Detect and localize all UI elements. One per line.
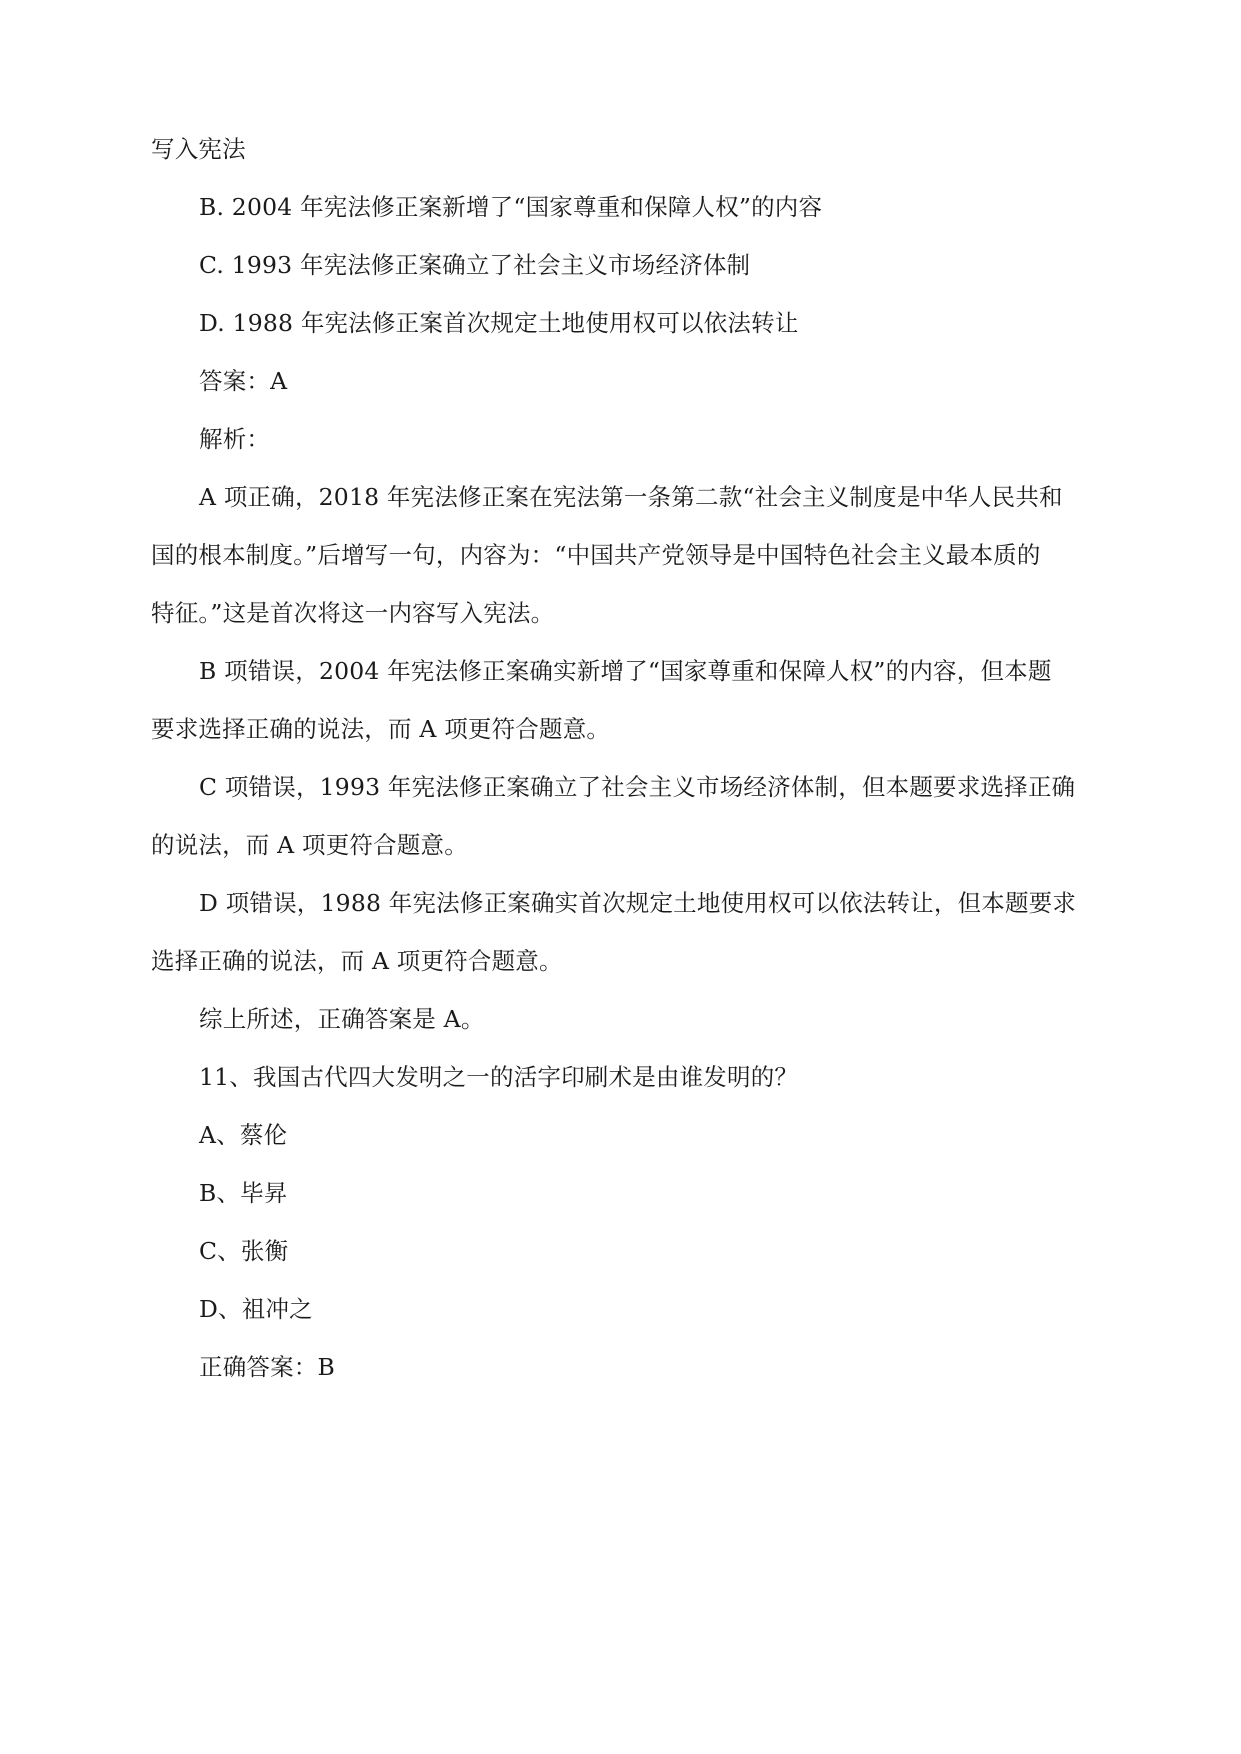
analysis-a-line-2: 国的根本制度。”后增写一句，内容为：“中国共产党领导是中国特色社会主义最本质的 [151, 541, 1041, 569]
analysis-d-line-1: D 项错误，1988 年宪法修正案确实首次规定土地使用权可以依法转让，但本题要求 [199, 889, 1077, 917]
q11-option-b: B、毕昇 [199, 1179, 288, 1207]
q10-option-d: D. 1988 年宪法修正案首次规定土地使用权可以依法转让 [199, 309, 799, 337]
analysis-b-line-2: 要求选择正确的说法，而 A 项更符合题意。 [151, 715, 611, 743]
analysis-b-line-1: B 项错误，2004 年宪法修正案确实新增了“国家尊重和保障人权”的内容，但本题 [199, 657, 1052, 685]
analysis-summary: 综上所述，正确答案是 A。 [199, 1005, 485, 1033]
analysis-d-line-2: 选择正确的说法，而 A 项更符合题意。 [151, 947, 563, 975]
q10-continuation-text: 写入宪法 [151, 135, 246, 163]
q10-answer: 答案：A [199, 367, 288, 395]
analysis-c-line-1: C 项错误，1993 年宪法修正案确立了社会主义市场经济体制，但本题要求选择正确 [199, 773, 1076, 801]
q11-option-a: A、蔡伦 [199, 1121, 288, 1149]
analysis-c-line-2: 的说法，而 A 项更符合题意。 [151, 831, 468, 859]
q10-analysis-heading: 解析： [199, 425, 271, 453]
q10-option-c: C. 1993 年宪法修正案确立了社会主义市场经济体制 [199, 251, 751, 279]
analysis-a-line-1: A 项正确，2018 年宪法修正案在宪法第一条第二款“社会主义制度是中华人民共和 [199, 483, 1063, 511]
q11-answer: 正确答案：B [199, 1353, 335, 1381]
q11-option-c: C、张衡 [199, 1237, 289, 1265]
analysis-a-line-3: 特征。”这是首次将这一内容写入宪法。 [151, 599, 555, 627]
q11-question: 11、我国古代四大发明之一的活字印刷术是由谁发明的？ [199, 1063, 799, 1091]
q11-option-d: D、祖冲之 [199, 1295, 313, 1323]
q10-option-b: B. 2004 年宪法修正案新增了“国家尊重和保障人权”的内容 [199, 193, 823, 221]
